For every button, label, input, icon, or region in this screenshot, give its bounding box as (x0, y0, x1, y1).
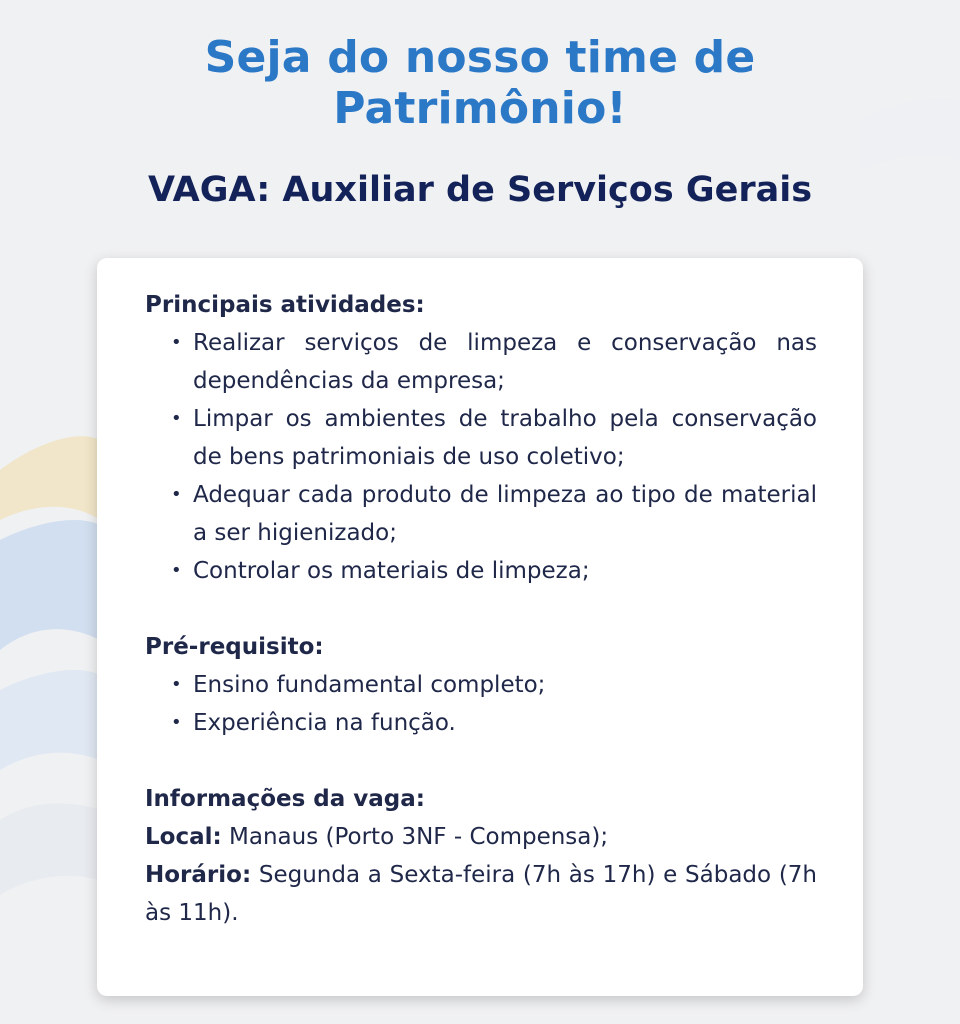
section-gap (145, 742, 817, 780)
info-schedule-label: Horário: (145, 862, 252, 888)
info-local-value: Manaus (Porto 3NF - Compensa); (229, 824, 609, 850)
activities-list (145, 324, 817, 590)
info-schedule (145, 856, 817, 932)
activities-title: Principais atividades: (145, 292, 425, 318)
job-details-content (145, 286, 817, 932)
activity-item: • Controlar os materiais de limpeza; (145, 552, 817, 590)
job-details-card (97, 258, 863, 996)
requirements-title: Pré-requisito: (145, 634, 324, 660)
activity-item: • Adequar cada produto de limpeza ao tipo de material a ser higienizado; (145, 476, 817, 552)
info-schedule-value: Segunda a Sexta-feira (7h às 17h) e Sábado (7h às 11h). (145, 862, 818, 926)
info-local-label: Local: (145, 824, 222, 850)
requirement-item: • Experiência na função. (145, 704, 817, 742)
requirement-item: • Ensino fundamental completo; (145, 666, 817, 704)
info-title: Informações da vaga: (145, 786, 425, 812)
requirements-list (145, 666, 817, 742)
headline-line-1: Seja do nosso time de (204, 32, 756, 83)
job-title: VAGA: Auxiliar de Serviços Gerais (147, 170, 813, 210)
headline (0, 32, 960, 134)
info-local (145, 818, 817, 856)
activity-item: • Realizar serviços de limpeza e conservação nas dependências da empresa; (145, 324, 817, 400)
activity-item: • Limpar os ambientes de trabalho pela conservação de bens patrimoniais de uso coletivo; (145, 400, 817, 476)
section-gap (145, 590, 817, 628)
headline-line-2: Patrimônio! (333, 83, 627, 134)
